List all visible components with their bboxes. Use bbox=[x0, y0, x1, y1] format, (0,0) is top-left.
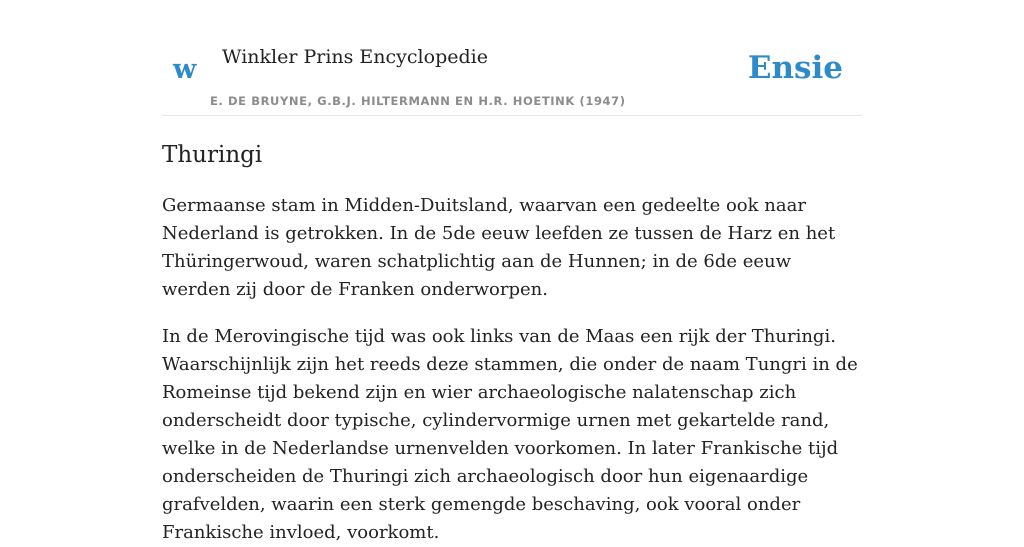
winkler-prins-logo[interactable]: w bbox=[173, 54, 197, 85]
source-title[interactable]: Winkler Prins Encyclopedie bbox=[222, 46, 488, 68]
source-authors: E. DE BRUYNE, G.B.J. HILTERMANN EN H.R. HOETINK (1947) bbox=[210, 94, 626, 108]
source-header bbox=[162, 40, 862, 116]
ensie-logo-link[interactable]: Ensie bbox=[747, 50, 843, 86]
article-title: Thuringi bbox=[162, 142, 263, 168]
article-paragraph: In de Merovingische tijd was ook links van de Maas een rijk der Thuringi. Waarschijnlijk zijn het reeds deze stammen, die onder de naam Tungri in de Romeinse tijd bekend zijn en wier archaeologische nalatenschap zich onderscheidt door typische, cylindervormige urnen met gekartelde rand, welke in de Nederlandse urnenvelden voorkomen. In later Frankische tijd onderscheiden de Thuringi zich archaeologisch door hun eigenaardige grafvelden, waarin een sterk gemengde beschaving, ook vooral onder Frankische invloed, voorkomt. bbox=[162, 326, 858, 543]
article bbox=[162, 140, 862, 547]
article-paragraph: Germaanse stam in Midden-Duitsland, waarvan een gedeelte ook naar Nederland is getrokken. In de 5de eeuw leefden ze tussen de Harz en het Thüringerwoud, waren schatplichtig aan de Hunnen; in de 6de eeuw werden zij door de Franken onderworpen. bbox=[162, 195, 836, 300]
